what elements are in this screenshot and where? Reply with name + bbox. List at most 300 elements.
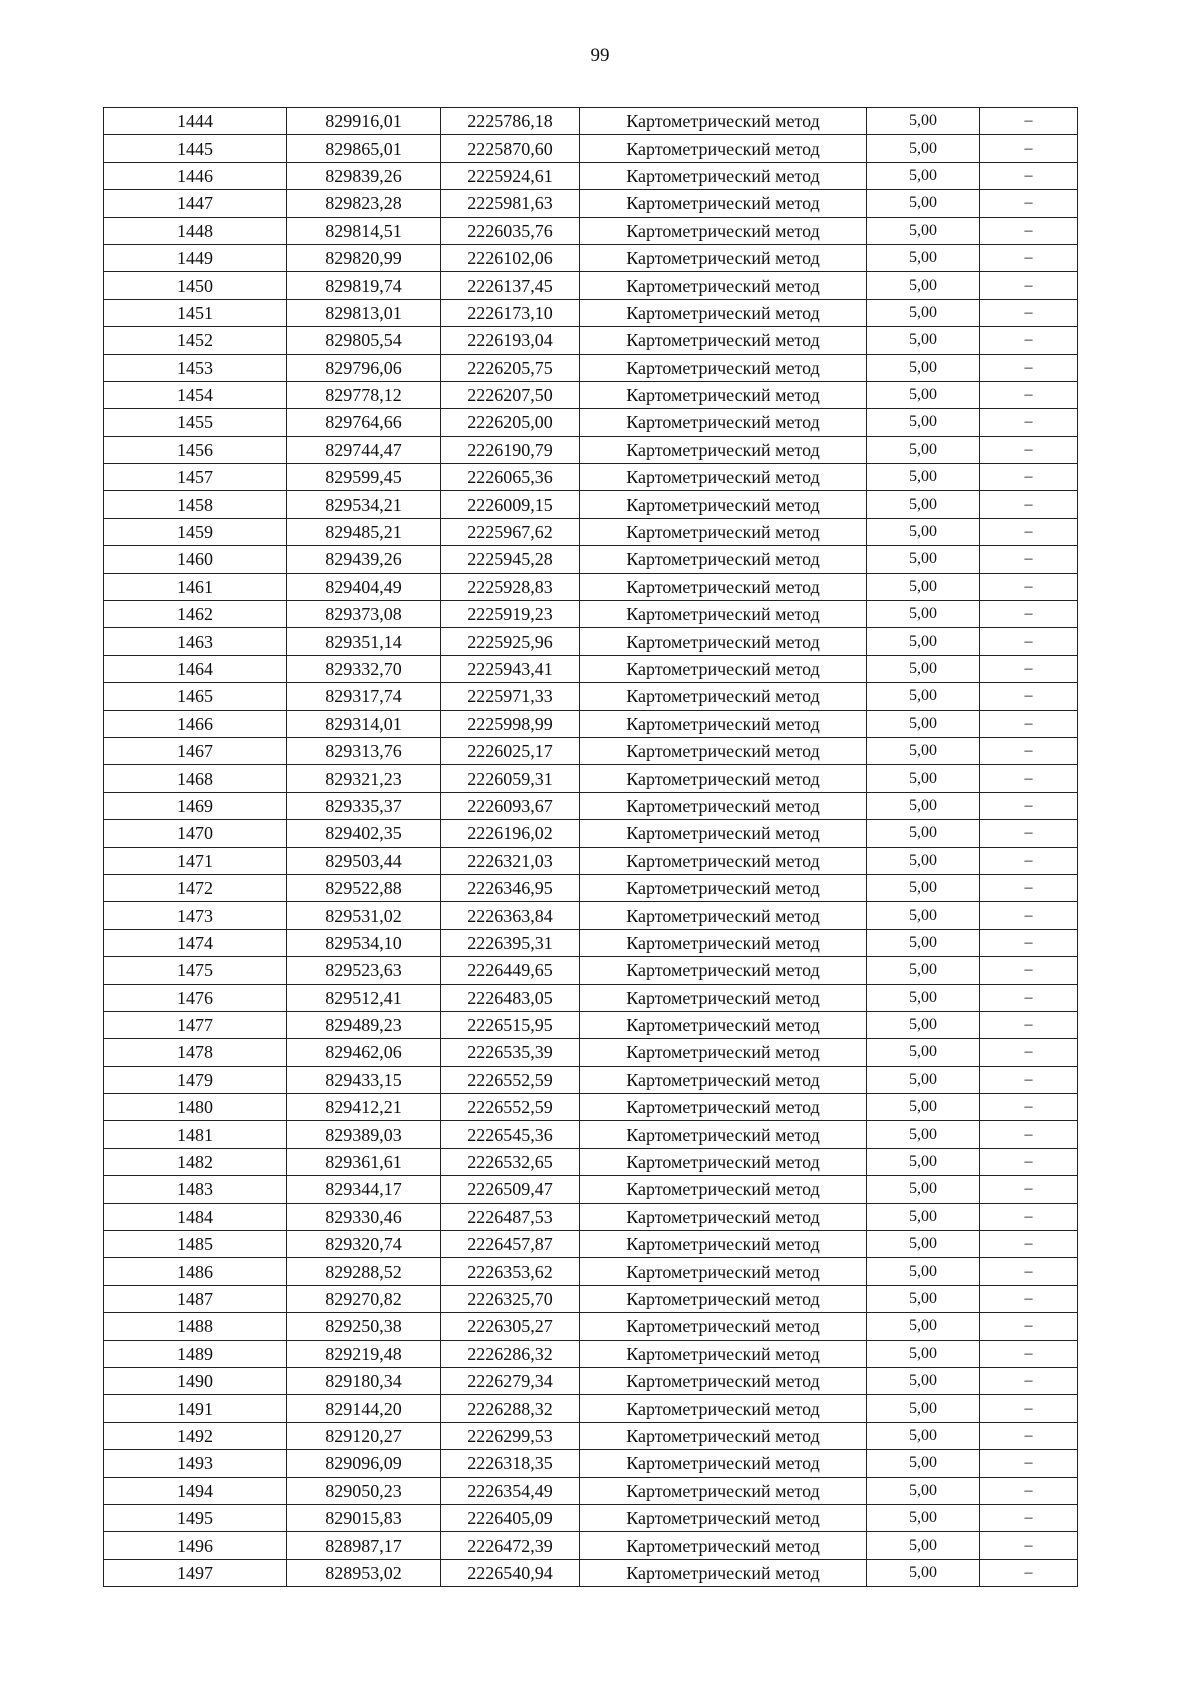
table-row	[104, 1148, 1078, 1175]
y-coordinate-cell: 2226190,79	[441, 436, 580, 463]
method-cell: Картометрический метод	[580, 190, 867, 217]
y-coordinate-cell: 2226395,31	[441, 929, 580, 956]
x-coordinate-cell: 829805,54	[287, 327, 441, 354]
table-row	[104, 108, 1078, 135]
point-number-cell: 1466	[104, 710, 287, 737]
method-cell: Картометрический метод	[580, 1176, 867, 1203]
point-number-cell: 1485	[104, 1231, 287, 1258]
accuracy-cell: 5,00	[867, 354, 980, 381]
x-coordinate-cell: 828987,17	[287, 1532, 441, 1559]
accuracy-cell: 5,00	[867, 1176, 980, 1203]
y-coordinate-cell: 2226299,53	[441, 1422, 580, 1449]
note-cell: –	[980, 957, 1078, 984]
table-row	[104, 135, 1078, 162]
method-cell: Картометрический метод	[580, 957, 867, 984]
method-cell: Картометрический метод	[580, 1066, 867, 1093]
table-row	[104, 272, 1078, 299]
accuracy-cell: 5,00	[867, 327, 980, 354]
x-coordinate-cell: 829320,74	[287, 1231, 441, 1258]
table-row	[104, 546, 1078, 573]
table-row	[104, 1340, 1078, 1367]
y-coordinate-cell: 2226532,65	[441, 1148, 580, 1175]
table-row	[104, 847, 1078, 874]
method-cell: Картометрический метод	[580, 436, 867, 463]
point-number-cell: 1452	[104, 327, 287, 354]
note-cell: –	[980, 573, 1078, 600]
point-number-cell: 1481	[104, 1121, 287, 1148]
coordinates-table-body	[104, 108, 1078, 1587]
accuracy-cell: 5,00	[867, 957, 980, 984]
note-cell: –	[980, 874, 1078, 901]
x-coordinate-cell: 829512,41	[287, 984, 441, 1011]
x-coordinate-cell: 829764,66	[287, 409, 441, 436]
accuracy-cell: 5,00	[867, 601, 980, 628]
note-cell: –	[980, 929, 1078, 956]
table-row	[104, 1121, 1078, 1148]
accuracy-cell: 5,00	[867, 902, 980, 929]
x-coordinate-cell: 829439,26	[287, 546, 441, 573]
table-row	[104, 929, 1078, 956]
method-cell: Картометрический метод	[580, 683, 867, 710]
note-cell: –	[980, 601, 1078, 628]
method-cell: Картометрический метод	[580, 1532, 867, 1559]
point-number-cell: 1464	[104, 655, 287, 682]
accuracy-cell: 5,00	[867, 984, 980, 1011]
table-row	[104, 710, 1078, 737]
note-cell: –	[980, 984, 1078, 1011]
note-cell: –	[980, 546, 1078, 573]
y-coordinate-cell: 2226196,02	[441, 820, 580, 847]
x-coordinate-cell: 829778,12	[287, 381, 441, 408]
table-row	[104, 737, 1078, 764]
x-coordinate-cell: 829250,38	[287, 1313, 441, 1340]
point-number-cell: 1487	[104, 1285, 287, 1312]
accuracy-cell: 5,00	[867, 1094, 980, 1121]
method-cell: Картометрический метод	[580, 737, 867, 764]
y-coordinate-cell: 2226535,39	[441, 1039, 580, 1066]
method-cell: Картометрический метод	[580, 1231, 867, 1258]
method-cell: Картометрический метод	[580, 299, 867, 326]
y-coordinate-cell: 2226540,94	[441, 1559, 580, 1586]
note-cell: –	[980, 108, 1078, 135]
point-number-cell: 1458	[104, 491, 287, 518]
point-number-cell: 1465	[104, 683, 287, 710]
note-cell: –	[980, 820, 1078, 847]
y-coordinate-cell: 2226449,65	[441, 957, 580, 984]
x-coordinate-cell: 829813,01	[287, 299, 441, 326]
method-cell: Картометрический метод	[580, 1011, 867, 1038]
x-coordinate-cell: 829120,27	[287, 1422, 441, 1449]
table-row	[104, 162, 1078, 189]
note-cell: –	[980, 1395, 1078, 1422]
point-number-cell: 1474	[104, 929, 287, 956]
x-coordinate-cell: 829523,63	[287, 957, 441, 984]
accuracy-cell: 5,00	[867, 820, 980, 847]
note-cell: –	[980, 436, 1078, 463]
table-row	[104, 518, 1078, 545]
y-coordinate-cell: 2225919,23	[441, 601, 580, 628]
point-number-cell: 1478	[104, 1039, 287, 1066]
table-row	[104, 1532, 1078, 1559]
accuracy-cell: 5,00	[867, 1285, 980, 1312]
accuracy-cell: 5,00	[867, 683, 980, 710]
x-coordinate-cell: 829839,26	[287, 162, 441, 189]
method-cell: Картометрический метод	[580, 491, 867, 518]
y-coordinate-cell: 2226025,17	[441, 737, 580, 764]
note-cell: –	[980, 1313, 1078, 1340]
y-coordinate-cell: 2226354,49	[441, 1477, 580, 1504]
point-number-cell: 1496	[104, 1532, 287, 1559]
x-coordinate-cell: 829916,01	[287, 108, 441, 135]
note-cell: –	[980, 272, 1078, 299]
point-number-cell: 1475	[104, 957, 287, 984]
page-number: 99	[590, 45, 610, 66]
point-number-cell: 1489	[104, 1340, 287, 1367]
point-number-cell: 1468	[104, 765, 287, 792]
point-number-cell: 1447	[104, 190, 287, 217]
x-coordinate-cell: 829814,51	[287, 217, 441, 244]
table-row	[104, 299, 1078, 326]
method-cell: Картометрический метод	[580, 162, 867, 189]
table-row	[104, 1258, 1078, 1285]
accuracy-cell: 5,00	[867, 491, 980, 518]
table-row	[104, 1559, 1078, 1586]
x-coordinate-cell: 829531,02	[287, 902, 441, 929]
x-coordinate-cell: 829313,76	[287, 737, 441, 764]
note-cell: –	[980, 1532, 1078, 1559]
method-cell: Картометрический метод	[580, 272, 867, 299]
accuracy-cell: 5,00	[867, 1395, 980, 1422]
accuracy-cell: 5,00	[867, 710, 980, 737]
y-coordinate-cell: 2226321,03	[441, 847, 580, 874]
note-cell: –	[980, 135, 1078, 162]
x-coordinate-cell: 829351,14	[287, 628, 441, 655]
x-coordinate-cell: 829317,74	[287, 683, 441, 710]
table-row	[104, 381, 1078, 408]
table-row	[104, 655, 1078, 682]
y-coordinate-cell: 2226305,27	[441, 1313, 580, 1340]
point-number-cell: 1492	[104, 1422, 287, 1449]
method-cell: Картометрический метод	[580, 244, 867, 271]
method-cell: Картометрический метод	[580, 902, 867, 929]
x-coordinate-cell: 829144,20	[287, 1395, 441, 1422]
y-coordinate-cell: 2225924,61	[441, 162, 580, 189]
table-row	[104, 409, 1078, 436]
note-cell: –	[980, 628, 1078, 655]
table-row	[104, 354, 1078, 381]
note-cell: –	[980, 217, 1078, 244]
note-cell: –	[980, 1011, 1078, 1038]
note-cell: –	[980, 1285, 1078, 1312]
y-coordinate-cell: 2226509,47	[441, 1176, 580, 1203]
x-coordinate-cell: 829180,34	[287, 1367, 441, 1394]
note-cell: –	[980, 1340, 1078, 1367]
method-cell: Картометрический метод	[580, 792, 867, 819]
note-cell: –	[980, 354, 1078, 381]
y-coordinate-cell: 2226193,04	[441, 327, 580, 354]
table-row	[104, 1367, 1078, 1394]
accuracy-cell: 5,00	[867, 847, 980, 874]
x-coordinate-cell: 829412,21	[287, 1094, 441, 1121]
accuracy-cell: 5,00	[867, 464, 980, 491]
point-number-cell: 1495	[104, 1504, 287, 1531]
table-row	[104, 1039, 1078, 1066]
note-cell: –	[980, 1258, 1078, 1285]
y-coordinate-cell: 2226552,59	[441, 1094, 580, 1121]
accuracy-cell: 5,00	[867, 655, 980, 682]
point-number-cell: 1444	[104, 108, 287, 135]
x-coordinate-cell: 829096,09	[287, 1450, 441, 1477]
note-cell: –	[980, 244, 1078, 271]
point-number-cell: 1451	[104, 299, 287, 326]
y-coordinate-cell: 2225967,62	[441, 518, 580, 545]
accuracy-cell: 5,00	[867, 1148, 980, 1175]
method-cell: Картометрический метод	[580, 1285, 867, 1312]
point-number-cell: 1446	[104, 162, 287, 189]
y-coordinate-cell: 2226552,59	[441, 1066, 580, 1093]
x-coordinate-cell: 829402,35	[287, 820, 441, 847]
x-coordinate-cell: 829335,37	[287, 792, 441, 819]
method-cell: Картометрический метод	[580, 1450, 867, 1477]
point-number-cell: 1483	[104, 1176, 287, 1203]
x-coordinate-cell: 829503,44	[287, 847, 441, 874]
method-cell: Картометрический метод	[580, 1340, 867, 1367]
y-coordinate-cell: 2226035,76	[441, 217, 580, 244]
x-coordinate-cell: 829404,49	[287, 573, 441, 600]
point-number-cell: 1473	[104, 902, 287, 929]
y-coordinate-cell: 2225971,33	[441, 683, 580, 710]
table-row	[104, 683, 1078, 710]
y-coordinate-cell: 2226472,39	[441, 1532, 580, 1559]
accuracy-cell: 5,00	[867, 1039, 980, 1066]
x-coordinate-cell: 829373,08	[287, 601, 441, 628]
x-coordinate-cell: 829332,70	[287, 655, 441, 682]
accuracy-cell: 5,00	[867, 1313, 980, 1340]
accuracy-cell: 5,00	[867, 546, 980, 573]
coordinates-table	[103, 107, 1078, 1587]
method-cell: Картометрический метод	[580, 354, 867, 381]
method-cell: Картометрический метод	[580, 518, 867, 545]
point-number-cell: 1459	[104, 518, 287, 545]
point-number-cell: 1460	[104, 546, 287, 573]
y-coordinate-cell: 2226137,45	[441, 272, 580, 299]
point-number-cell: 1490	[104, 1367, 287, 1394]
point-number-cell: 1493	[104, 1450, 287, 1477]
method-cell: Картометрический метод	[580, 655, 867, 682]
accuracy-cell: 5,00	[867, 162, 980, 189]
accuracy-cell: 5,00	[867, 792, 980, 819]
accuracy-cell: 5,00	[867, 299, 980, 326]
table-row	[104, 327, 1078, 354]
note-cell: –	[980, 710, 1078, 737]
point-number-cell: 1477	[104, 1011, 287, 1038]
table-row	[104, 902, 1078, 929]
accuracy-cell: 5,00	[867, 1340, 980, 1367]
accuracy-cell: 5,00	[867, 108, 980, 135]
note-cell: –	[980, 847, 1078, 874]
accuracy-cell: 5,00	[867, 1450, 980, 1477]
point-number-cell: 1457	[104, 464, 287, 491]
point-number-cell: 1486	[104, 1258, 287, 1285]
method-cell: Картометрический метод	[580, 1094, 867, 1121]
accuracy-cell: 5,00	[867, 1258, 980, 1285]
method-cell: Картометрический метод	[580, 1313, 867, 1340]
method-cell: Картометрический метод	[580, 1258, 867, 1285]
accuracy-cell: 5,00	[867, 217, 980, 244]
accuracy-cell: 5,00	[867, 436, 980, 463]
y-coordinate-cell: 2225998,99	[441, 710, 580, 737]
method-cell: Картометрический метод	[580, 628, 867, 655]
note-cell: –	[980, 1367, 1078, 1394]
accuracy-cell: 5,00	[867, 765, 980, 792]
table-row	[104, 190, 1078, 217]
point-number-cell: 1453	[104, 354, 287, 381]
note-cell: –	[980, 299, 1078, 326]
y-coordinate-cell: 2226205,75	[441, 354, 580, 381]
note-cell: –	[980, 902, 1078, 929]
point-number-cell: 1445	[104, 135, 287, 162]
y-coordinate-cell: 2226173,10	[441, 299, 580, 326]
method-cell: Картометрический метод	[580, 1121, 867, 1148]
method-cell: Картометрический метод	[580, 1148, 867, 1175]
method-cell: Картометрический метод	[580, 847, 867, 874]
y-coordinate-cell: 2226279,34	[441, 1367, 580, 1394]
y-coordinate-cell: 2226487,53	[441, 1203, 580, 1230]
note-cell: –	[980, 737, 1078, 764]
method-cell: Картометрический метод	[580, 108, 867, 135]
note-cell: –	[980, 1121, 1078, 1148]
table-row	[104, 244, 1078, 271]
y-coordinate-cell: 2225928,83	[441, 573, 580, 600]
note-cell: –	[980, 409, 1078, 436]
method-cell: Картометрический метод	[580, 1559, 867, 1586]
point-number-cell: 1461	[104, 573, 287, 600]
accuracy-cell: 5,00	[867, 1121, 980, 1148]
accuracy-cell: 5,00	[867, 1559, 980, 1586]
table-row	[104, 491, 1078, 518]
point-number-cell: 1454	[104, 381, 287, 408]
method-cell: Картометрический метод	[580, 135, 867, 162]
note-cell: –	[980, 1422, 1078, 1449]
y-coordinate-cell: 2225925,96	[441, 628, 580, 655]
table-row	[104, 1477, 1078, 1504]
table-row	[104, 573, 1078, 600]
x-coordinate-cell: 829288,52	[287, 1258, 441, 1285]
method-cell: Картометрический метод	[580, 1039, 867, 1066]
y-coordinate-cell: 2226318,35	[441, 1450, 580, 1477]
y-coordinate-cell: 2225943,41	[441, 655, 580, 682]
x-coordinate-cell: 829599,45	[287, 464, 441, 491]
table-row	[104, 765, 1078, 792]
method-cell: Картометрический метод	[580, 929, 867, 956]
x-coordinate-cell: 829015,83	[287, 1504, 441, 1531]
table-row	[104, 820, 1078, 847]
x-coordinate-cell: 829796,06	[287, 354, 441, 381]
method-cell: Картометрический метод	[580, 327, 867, 354]
point-number-cell: 1462	[104, 601, 287, 628]
point-number-cell: 1450	[104, 272, 287, 299]
point-number-cell: 1491	[104, 1395, 287, 1422]
y-coordinate-cell: 2226009,15	[441, 491, 580, 518]
x-coordinate-cell: 829744,47	[287, 436, 441, 463]
method-cell: Картометрический метод	[580, 1395, 867, 1422]
note-cell: –	[980, 765, 1078, 792]
y-coordinate-cell: 2226353,62	[441, 1258, 580, 1285]
note-cell: –	[980, 1148, 1078, 1175]
note-cell: –	[980, 1066, 1078, 1093]
point-number-cell: 1455	[104, 409, 287, 436]
accuracy-cell: 5,00	[867, 272, 980, 299]
table-row	[104, 1422, 1078, 1449]
method-cell: Картометрический метод	[580, 765, 867, 792]
point-number-cell: 1494	[104, 1477, 287, 1504]
y-coordinate-cell: 2225945,28	[441, 546, 580, 573]
point-number-cell: 1472	[104, 874, 287, 901]
method-cell: Картометрический метод	[580, 1504, 867, 1531]
table-row	[104, 792, 1078, 819]
point-number-cell: 1470	[104, 820, 287, 847]
table-row	[104, 874, 1078, 901]
note-cell: –	[980, 190, 1078, 217]
table-row	[104, 464, 1078, 491]
x-coordinate-cell: 829534,10	[287, 929, 441, 956]
note-cell: –	[980, 491, 1078, 518]
note-cell: –	[980, 655, 1078, 682]
table-row	[104, 1203, 1078, 1230]
note-cell: –	[980, 518, 1078, 545]
y-coordinate-cell: 2226205,00	[441, 409, 580, 436]
table-row	[104, 984, 1078, 1011]
note-cell: –	[980, 1231, 1078, 1258]
method-cell: Картометрический метод	[580, 217, 867, 244]
point-number-cell: 1482	[104, 1148, 287, 1175]
table-row	[104, 1094, 1078, 1121]
y-coordinate-cell: 2226207,50	[441, 381, 580, 408]
accuracy-cell: 5,00	[867, 874, 980, 901]
y-coordinate-cell: 2226288,32	[441, 1395, 580, 1422]
y-coordinate-cell: 2226405,09	[441, 1504, 580, 1531]
note-cell: –	[980, 792, 1078, 819]
method-cell: Картометрический метод	[580, 601, 867, 628]
method-cell: Картометрический метод	[580, 381, 867, 408]
point-number-cell: 1456	[104, 436, 287, 463]
table-row	[104, 1011, 1078, 1038]
x-coordinate-cell: 829433,15	[287, 1066, 441, 1093]
method-cell: Картометрический метод	[580, 820, 867, 847]
note-cell: –	[980, 1450, 1078, 1477]
method-cell: Картометрический метод	[580, 710, 867, 737]
point-number-cell: 1467	[104, 737, 287, 764]
note-cell: –	[980, 1559, 1078, 1586]
x-coordinate-cell: 829314,01	[287, 710, 441, 737]
y-coordinate-cell: 2226059,31	[441, 765, 580, 792]
x-coordinate-cell: 829050,23	[287, 1477, 441, 1504]
y-coordinate-cell: 2226102,06	[441, 244, 580, 271]
note-cell: –	[980, 1176, 1078, 1203]
accuracy-cell: 5,00	[867, 1504, 980, 1531]
point-number-cell: 1488	[104, 1313, 287, 1340]
accuracy-cell: 5,00	[867, 409, 980, 436]
note-cell: –	[980, 1203, 1078, 1230]
y-coordinate-cell: 2226483,05	[441, 984, 580, 1011]
x-coordinate-cell: 829485,21	[287, 518, 441, 545]
x-coordinate-cell: 829321,23	[287, 765, 441, 792]
x-coordinate-cell: 829361,61	[287, 1148, 441, 1175]
x-coordinate-cell: 829823,28	[287, 190, 441, 217]
x-coordinate-cell: 829462,06	[287, 1039, 441, 1066]
method-cell: Картометрический метод	[580, 1367, 867, 1394]
x-coordinate-cell: 829522,88	[287, 874, 441, 901]
